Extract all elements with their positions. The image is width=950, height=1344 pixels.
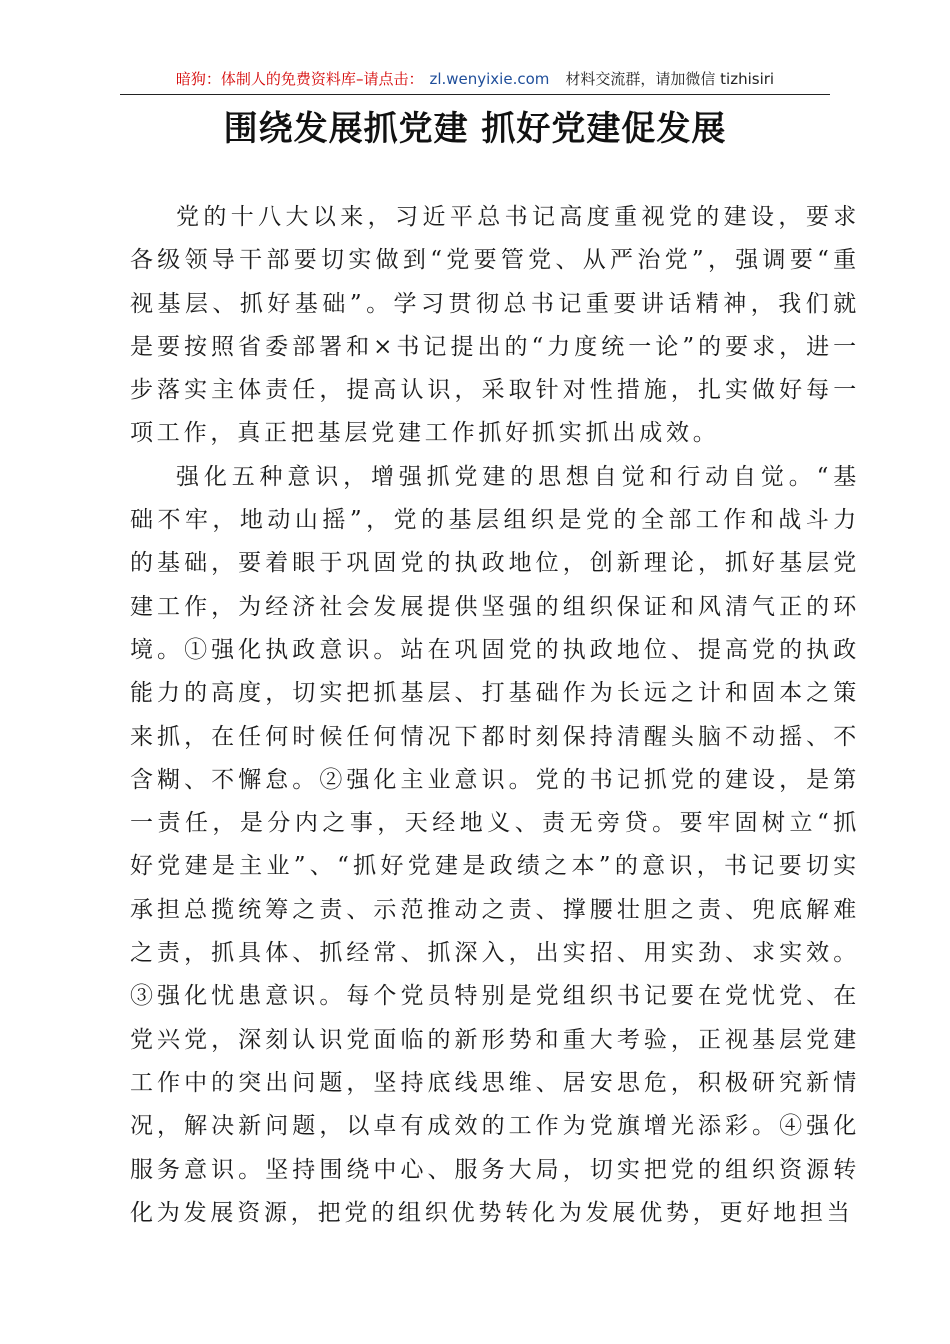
- site-url-link[interactable]: zl.wenyixie.com: [429, 70, 550, 88]
- document-title: 围绕发展抓党建 抓好党建促发展: [223, 109, 727, 149]
- click-label: –请点击：: [355, 70, 424, 88]
- paragraph-1: 党的十八大以来，习近平总书记高度重视党的建设，要求各级领导干部要切实做到“党要管党、从严治党”，强调要“重视基层、抓好基础”。学习贯彻总书记重要讲话精神，我们就是要按照省委部署和×书记提出的“力度统一论”的要求，进一步落实主体责任，提高认识，采取针对性措施，扎实做好每一项工作，真正把基层党建工作抓好抓实抓出成效。: [130, 204, 860, 447]
- contact-note: 材料交流群，请加微信 tizhisiri: [565, 70, 775, 88]
- page-header: [120, 64, 830, 95]
- paragraph-2: 强化五种意识，增强抓党建的思想自觉和行动自觉。“基础不牢，地动山摇”，党的基层组织是党的全部工作和战斗力的基础，要着眼于巩固党的执政地位，创新理论，抓好基层党建工作，为经济社会发展提供坚强的组织保证和风清气正的环境。①强化执政意识。站在巩固党的执政地位、提高党的执政能力的高度，切实把抓基层、打基础作为长远之计和固本之策来抓，在任何时候任何情况下都时刻保持清醒头脑不动摇、不含糊、不懈怠。②强化主业意识。党的书记抓党的建设，是第一责任，是分内之事，天经地义、责无旁贷。要牢固树立“抓好党建是主业”、“抓好党建是政绩之本”的意识，书记要切实承担总揽统筹之责、示范推动之责、撑腰壮胆之责、兜底解难之责，抓具体、抓经常、抓深入，出实招、用实劲、求实效。③强化忧患意识。每个党员特别是党组织书记要在党忧党、在党兴党，深刻认识党面临的新形势和重大考验，正视基层党建工作中的突出问题，坚持底线思维、居安思危，积极研究新情况，解决新问题，以卓有成效的工作为党旗增光添彩。④强化服务意识。坚持围绕中心、服务大局，切实把党的组织资源转化为发展资源，把党的组织优势转化为发展优势，更好地担当: [130, 463, 860, 1226]
- document-body: [130, 196, 860, 1235]
- site-label: 暗狗：体制人的免费资料库: [175, 70, 356, 88]
